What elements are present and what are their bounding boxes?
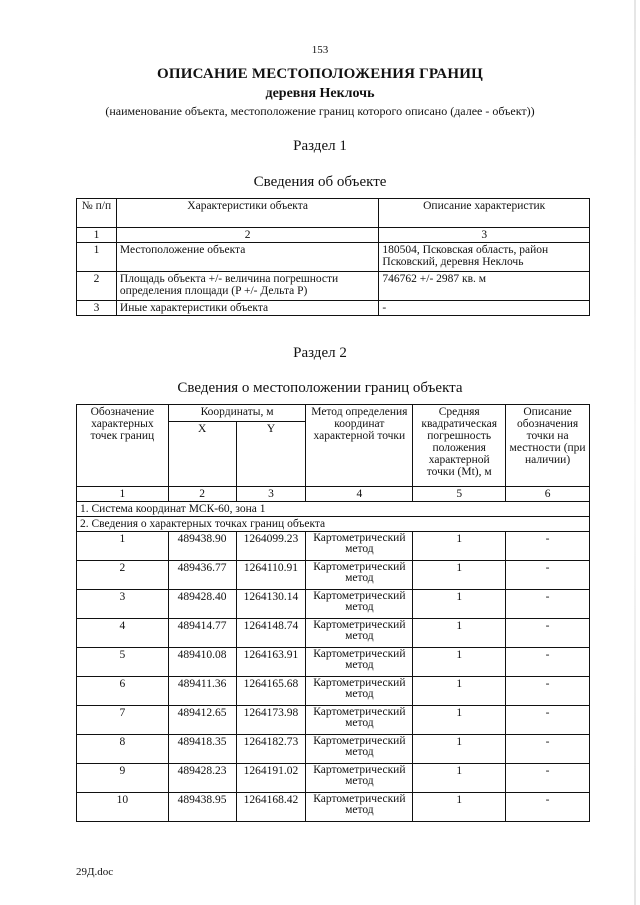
numbering-cell: 6 — [506, 487, 590, 502]
numbering-cell: 1 — [77, 487, 169, 502]
table-row — [77, 532, 590, 561]
header-cell-method: Метод определения координат характерной точки — [306, 405, 413, 487]
point-marking: - — [506, 648, 590, 677]
point-method: Картометрический метод — [306, 735, 413, 764]
boundary-points-table — [76, 404, 590, 822]
point-number: 6 — [77, 677, 169, 706]
point-y: 1264191.02 — [236, 764, 306, 793]
point-number: 7 — [77, 706, 169, 735]
table-row — [77, 735, 590, 764]
point-number: 8 — [77, 735, 169, 764]
numbering-cell: 5 — [413, 487, 506, 502]
coordinate-system-cell: 1. Система координат МСК-60, зона 1 — [77, 502, 590, 517]
point-x: 489428.40 — [168, 590, 236, 619]
point-method: Картометрический метод — [306, 648, 413, 677]
numbering-row — [77, 487, 590, 502]
point-marking: - — [506, 619, 590, 648]
point-number: 4 — [77, 619, 169, 648]
header-cell-designation: Обозначение характерных точек границ — [77, 405, 169, 487]
table-row — [77, 619, 590, 648]
table-row — [77, 243, 590, 272]
point-marking: - — [506, 764, 590, 793]
table-row — [77, 561, 590, 590]
point-error: 1 — [413, 619, 506, 648]
row-characteristic: Местоположение объекта — [116, 243, 378, 272]
row-number: 1 — [77, 243, 117, 272]
row-value: - — [379, 301, 590, 316]
point-marking: - — [506, 735, 590, 764]
point-method: Картометрический метод — [306, 619, 413, 648]
document-subtitle: деревня Неклочь — [265, 86, 375, 101]
header-cell-marking: Описание обозначения точки на местности (при наличии) — [506, 405, 590, 487]
point-number: 10 — [77, 793, 169, 822]
point-method: Картометрический метод — [306, 764, 413, 793]
point-x: 489418.35 — [168, 735, 236, 764]
point-error: 1 — [413, 735, 506, 764]
numbering-cell: 3 — [379, 228, 590, 243]
numbering-row — [77, 228, 590, 243]
object-info-table — [76, 198, 590, 316]
header-cell-number: № п/п — [77, 199, 117, 228]
row-characteristic: Иные характеристики объекта — [116, 301, 378, 316]
point-y: 1264163.91 — [236, 648, 306, 677]
header-cell-characteristics: Характеристики объекта — [116, 199, 378, 228]
numbering-cell: 1 — [77, 228, 117, 243]
point-method: Картометрический метод — [306, 677, 413, 706]
point-y: 1264148.74 — [236, 619, 306, 648]
table-row — [77, 301, 590, 316]
point-x: 489438.90 — [168, 532, 236, 561]
table-header-row — [77, 405, 590, 422]
point-marking: - — [506, 561, 590, 590]
point-error: 1 — [413, 590, 506, 619]
point-method: Картометрический метод — [306, 706, 413, 735]
table-header-row — [77, 199, 590, 228]
header-cell-x: X — [168, 422, 236, 487]
points-heading-cell: 2. Сведения о характерных точках границ объекта — [77, 517, 590, 532]
system-row — [77, 502, 590, 517]
numbering-cell: 3 — [236, 487, 306, 502]
document-caption: (наименование объекта, местоположение границ которого описано (далее - объект)) — [105, 104, 535, 118]
point-number: 5 — [77, 648, 169, 677]
point-y: 1264173.98 — [236, 706, 306, 735]
point-number: 2 — [77, 561, 169, 590]
point-error: 1 — [413, 706, 506, 735]
points-heading-row — [77, 517, 590, 532]
point-y: 1264130.14 — [236, 590, 306, 619]
table-row — [77, 793, 590, 822]
point-x: 489412.65 — [168, 706, 236, 735]
point-marking: - — [506, 793, 590, 822]
table-row — [77, 648, 590, 677]
document-title: ОПИСАНИЕ МЕСТОПОЛОЖЕНИЯ ГРАНИЦ — [157, 66, 483, 82]
point-marking: - — [506, 677, 590, 706]
points-body — [77, 532, 590, 822]
point-error: 1 — [413, 793, 506, 822]
point-number: 3 — [77, 590, 169, 619]
numbering-cell: 2 — [168, 487, 236, 502]
section2-subtitle: Сведения о местоположении границ объекта — [177, 380, 463, 396]
point-marking: - — [506, 590, 590, 619]
point-x: 489436.77 — [168, 561, 236, 590]
footer-filename: 29Д.doc — [76, 866, 114, 878]
section1-title: Раздел 1 — [293, 138, 347, 154]
header-cell-error: Средняя квадратическая погрешность положения характерной точки (Mt), м — [413, 405, 506, 487]
row-value: 180504, Псковская область, район Псковский, деревня Неклочь — [379, 243, 590, 272]
point-number: 1 — [77, 532, 169, 561]
page-number: 153 — [311, 44, 329, 56]
point-y: 1264110.91 — [236, 561, 306, 590]
point-error: 1 — [413, 677, 506, 706]
point-method: Картометрический метод — [306, 561, 413, 590]
point-x: 489414.77 — [168, 619, 236, 648]
point-error: 1 — [413, 764, 506, 793]
point-number: 9 — [77, 764, 169, 793]
point-error: 1 — [413, 648, 506, 677]
point-marking: - — [506, 532, 590, 561]
numbering-cell: 4 — [306, 487, 413, 502]
point-y: 1264182.73 — [236, 735, 306, 764]
point-error: 1 — [413, 561, 506, 590]
row-number: 2 — [77, 272, 117, 301]
point-y: 1264099.23 — [236, 532, 306, 561]
row-value: 746762 +/- 2987 кв. м — [379, 272, 590, 301]
scan-edge — [634, 0, 636, 905]
header-cell-y: Y — [236, 422, 306, 487]
table-row — [77, 590, 590, 619]
row-number: 3 — [77, 301, 117, 316]
point-method: Картометрический метод — [306, 532, 413, 561]
header-cell-coordinates: Координаты, м — [168, 405, 306, 422]
header-cell-description: Описание характеристик — [379, 199, 590, 228]
point-x: 489428.23 — [168, 764, 236, 793]
point-method: Картометрический метод — [306, 793, 413, 822]
table-row — [77, 764, 590, 793]
row-characteristic: Площадь объекта +/- величина погрешности определения площади (P +/- Дельта P) — [116, 272, 378, 301]
table-row — [77, 706, 590, 735]
point-x: 489411.36 — [168, 677, 236, 706]
point-x: 489410.08 — [168, 648, 236, 677]
point-y: 1264165.68 — [236, 677, 306, 706]
section2-title: Раздел 2 — [293, 345, 347, 361]
table-row — [77, 677, 590, 706]
point-y: 1264168.42 — [236, 793, 306, 822]
point-x: 489438.95 — [168, 793, 236, 822]
point-marking: - — [506, 706, 590, 735]
section1-subtitle: Сведения об объекте — [253, 174, 387, 190]
table-row — [77, 272, 590, 301]
point-method: Картометрический метод — [306, 590, 413, 619]
numbering-cell: 2 — [116, 228, 378, 243]
point-error: 1 — [413, 532, 506, 561]
